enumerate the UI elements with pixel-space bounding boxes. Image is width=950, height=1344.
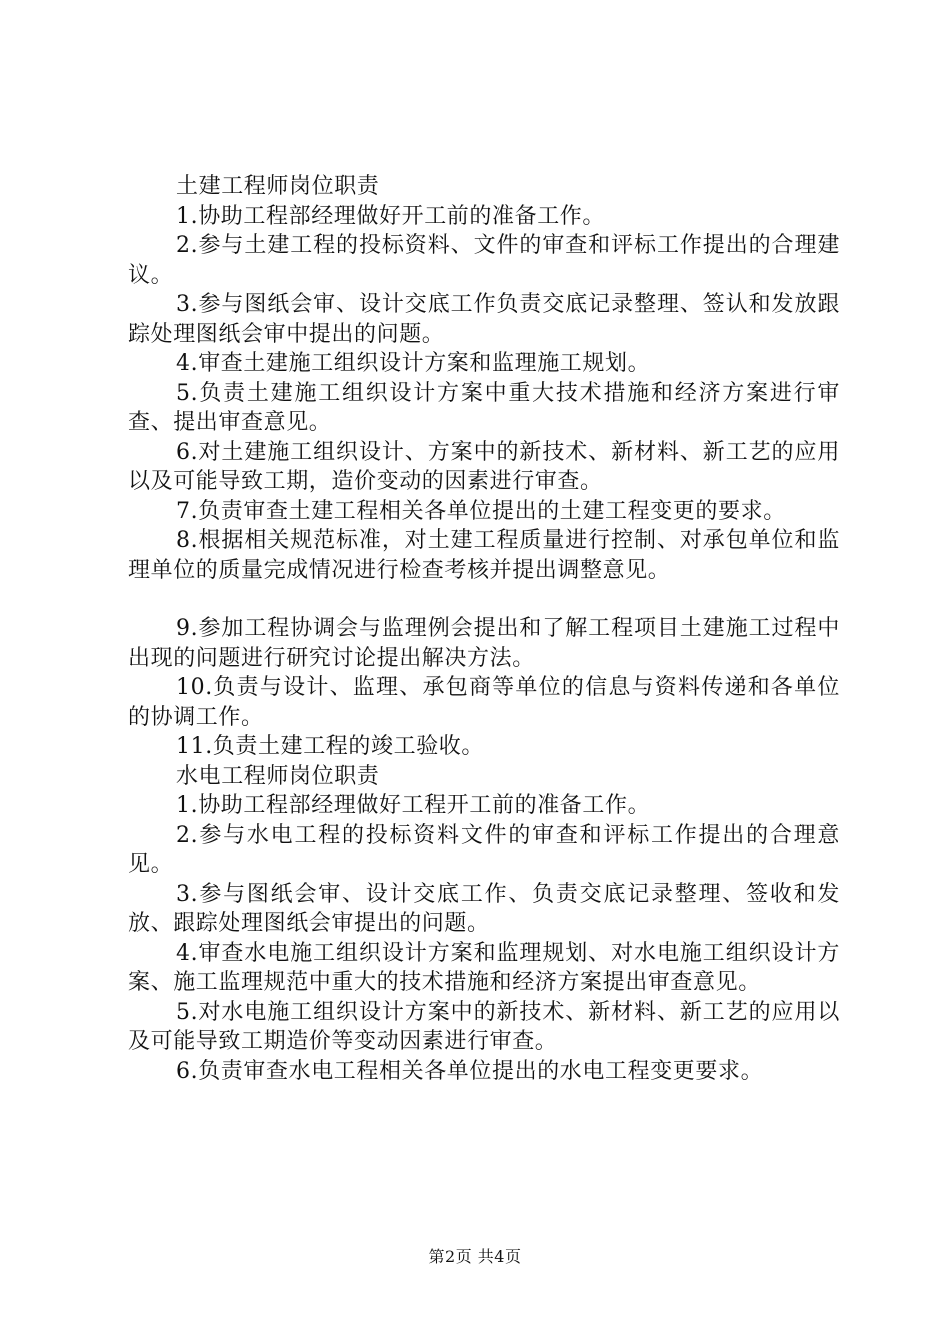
paragraph: 5.负责土建施工组织设计方案中重大技术措施和经济方案进行审查、提出审查意见。: [128, 380, 840, 435]
document-body: [128, 172, 840, 1086]
paragraph: 2.参与土建工程的投标资料、文件的审查和评标工作提出的合理建议。: [128, 233, 840, 288]
paragraph: 11.负责土建工程的竣工验收。: [176, 734, 484, 759]
paragraph: 7.负责审查土建工程相关各单位提出的土建工程变更的要求。: [176, 498, 786, 524]
paragraph: 1.协助工程部经理做好工程开工前的准备工作。: [176, 793, 651, 818]
paragraph: 4.审查土建施工组织设计方案和监理施工规划。: [176, 351, 651, 376]
paragraph: 2.参与水电工程的投标资料文件的审查和评标工作提出的合理意见。: [128, 822, 840, 877]
paragraph: 4.审查水电施工组织设计方案和监理规划、对水电施工组织设计方案、施工监理规范中重大的技术措施和经济方案提出审查意见。: [128, 940, 840, 995]
section-title-mep: 水电工程师岗位职责: [176, 763, 380, 789]
paragraph: 6.负责审查水电工程相关各单位提出的水电工程变更要求。: [176, 1058, 764, 1084]
page-number-footer: 第2页 共4页: [428, 1247, 522, 1266]
paragraph: 8.根据相关规范标准，对土建工程质量进行控制、对承包单位和监理单位的质量完成情况进行检查考核并提出调整意见。: [128, 528, 840, 583]
paragraph: 3.参与图纸会审、设计交底工作负责交底记录整理、签认和发放跟踪处理图纸会审中提出的问题。: [128, 292, 840, 347]
paragraph: 3.参与图纸会审、设计交底工作、负责交底记录整理、签收和发放、跟踪处理图纸会审提出的问题。: [128, 881, 840, 936]
paragraph: 9.参加工程协调会与监理例会提出和了解工程项目土建施工过程中出现的问题进行研究讨论提出解决方法。: [128, 616, 840, 671]
paragraph: 10.负责与设计、监理、承包商等单位的信息与资料传递和各单位的协调工作。: [128, 675, 840, 730]
paragraph: 5.对水电施工组织设计方案中的新技术、新材料、新工艺的应用以及可能导致工期造价等变动因素进行审查。: [128, 999, 840, 1054]
paragraph: 1.协助工程部经理做好开工前的准备工作。: [176, 203, 605, 229]
section-title-civil: 土建工程师岗位职责: [176, 174, 380, 199]
paragraph: 6.对土建施工组织设计、方案中的新技术、新材料、新工艺的应用以及可能导致工期，造价变动的因素进行审查。: [128, 439, 840, 494]
